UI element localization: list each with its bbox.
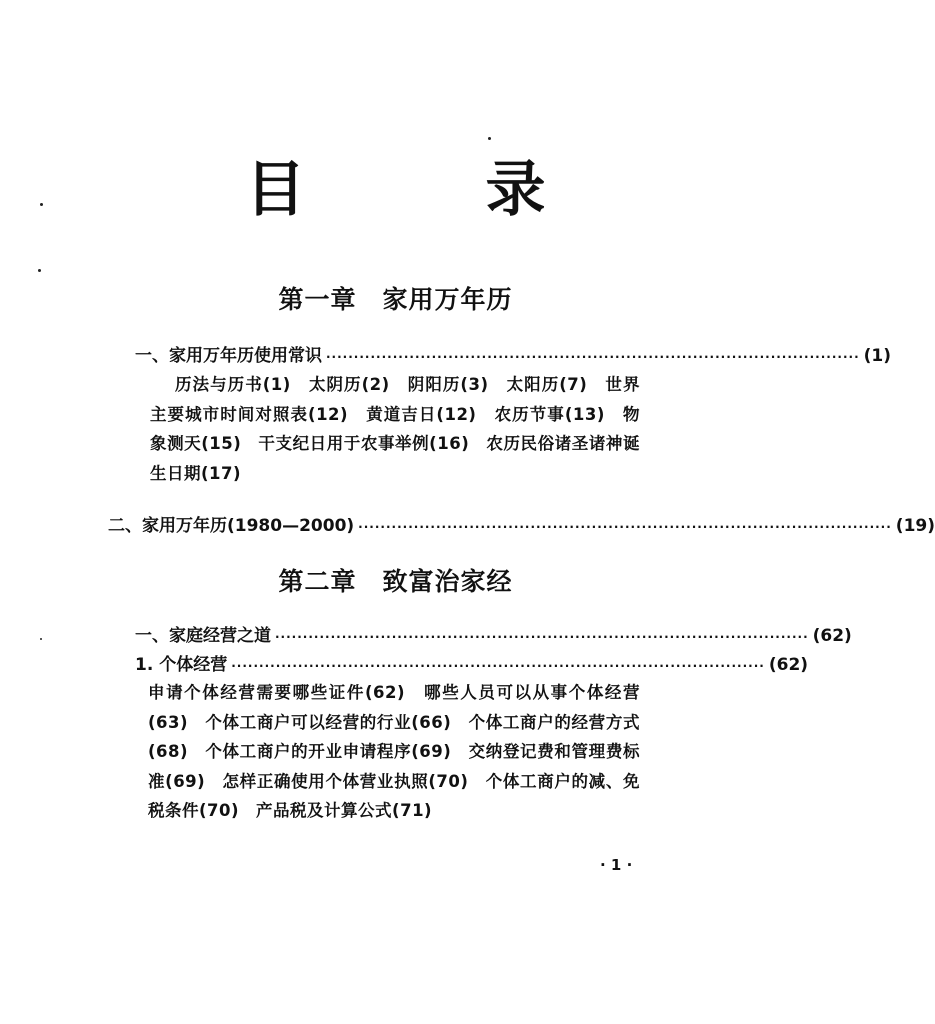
toc-entry-label: 1. 个体经营 (135, 655, 228, 675)
dot-leader: ································································································ (231, 659, 765, 673)
scan-speck (40, 203, 43, 206)
toc-entry-label: 二、家用万年历(1980—2000) (108, 516, 355, 536)
scan-speck (38, 269, 41, 272)
page-title: 目 录 (245, 155, 606, 225)
dot-leader: ································································································ (326, 350, 860, 364)
scan-speck (488, 137, 491, 140)
toc-entry-page: (62) (768, 655, 809, 675)
toc-entry[interactable] (135, 651, 809, 680)
toc-entry-details: 申请个体经营需要哪些证件(62) 哪些人员可以从事个体经营(63) 个体工商户可以经营的行业(66) 个体工商户的经营方式(68) 个体工商户的开业申请程序(69) 交纳登记费和管理费标准(69) 怎样正确使用个体营业执照(70) 个体工商户的减、免税条件(70) 产品税及计算公式(71) (148, 683, 640, 820)
toc-entry-page: (19) (895, 516, 935, 536)
toc-entry-page: (62) (812, 626, 852, 646)
scan-speck (40, 638, 42, 640)
toc-entry[interactable] (108, 512, 935, 541)
dot-leader: ································································································ (275, 630, 809, 644)
toc-entry[interactable] (135, 342, 891, 371)
toc-entry[interactable] (135, 622, 852, 651)
page-number: · 1 · (600, 856, 633, 874)
chapter-heading: 第二章 致富治家经 (278, 567, 513, 596)
toc-entry-details: 历法与历书(1) 太阴历(2) 阴阳历(3) 太阳历(7) 世界主要城市时间对照表(12) 黄道吉日(12) 农历节事(13) 物象测天(15) 干支纪日用于农事举例(16) 农历民俗诸圣诸神诞生日期(17) (150, 375, 640, 483)
chapter-heading: 第一章 家用万年历 (278, 285, 513, 314)
toc-entry-label: 一、家用万年历使用常识 (135, 346, 322, 366)
toc-entry-page: (1) (863, 346, 891, 366)
toc-entry-label: 一、家庭经营之道 (135, 626, 271, 646)
dot-leader: ································································································ (358, 520, 892, 534)
